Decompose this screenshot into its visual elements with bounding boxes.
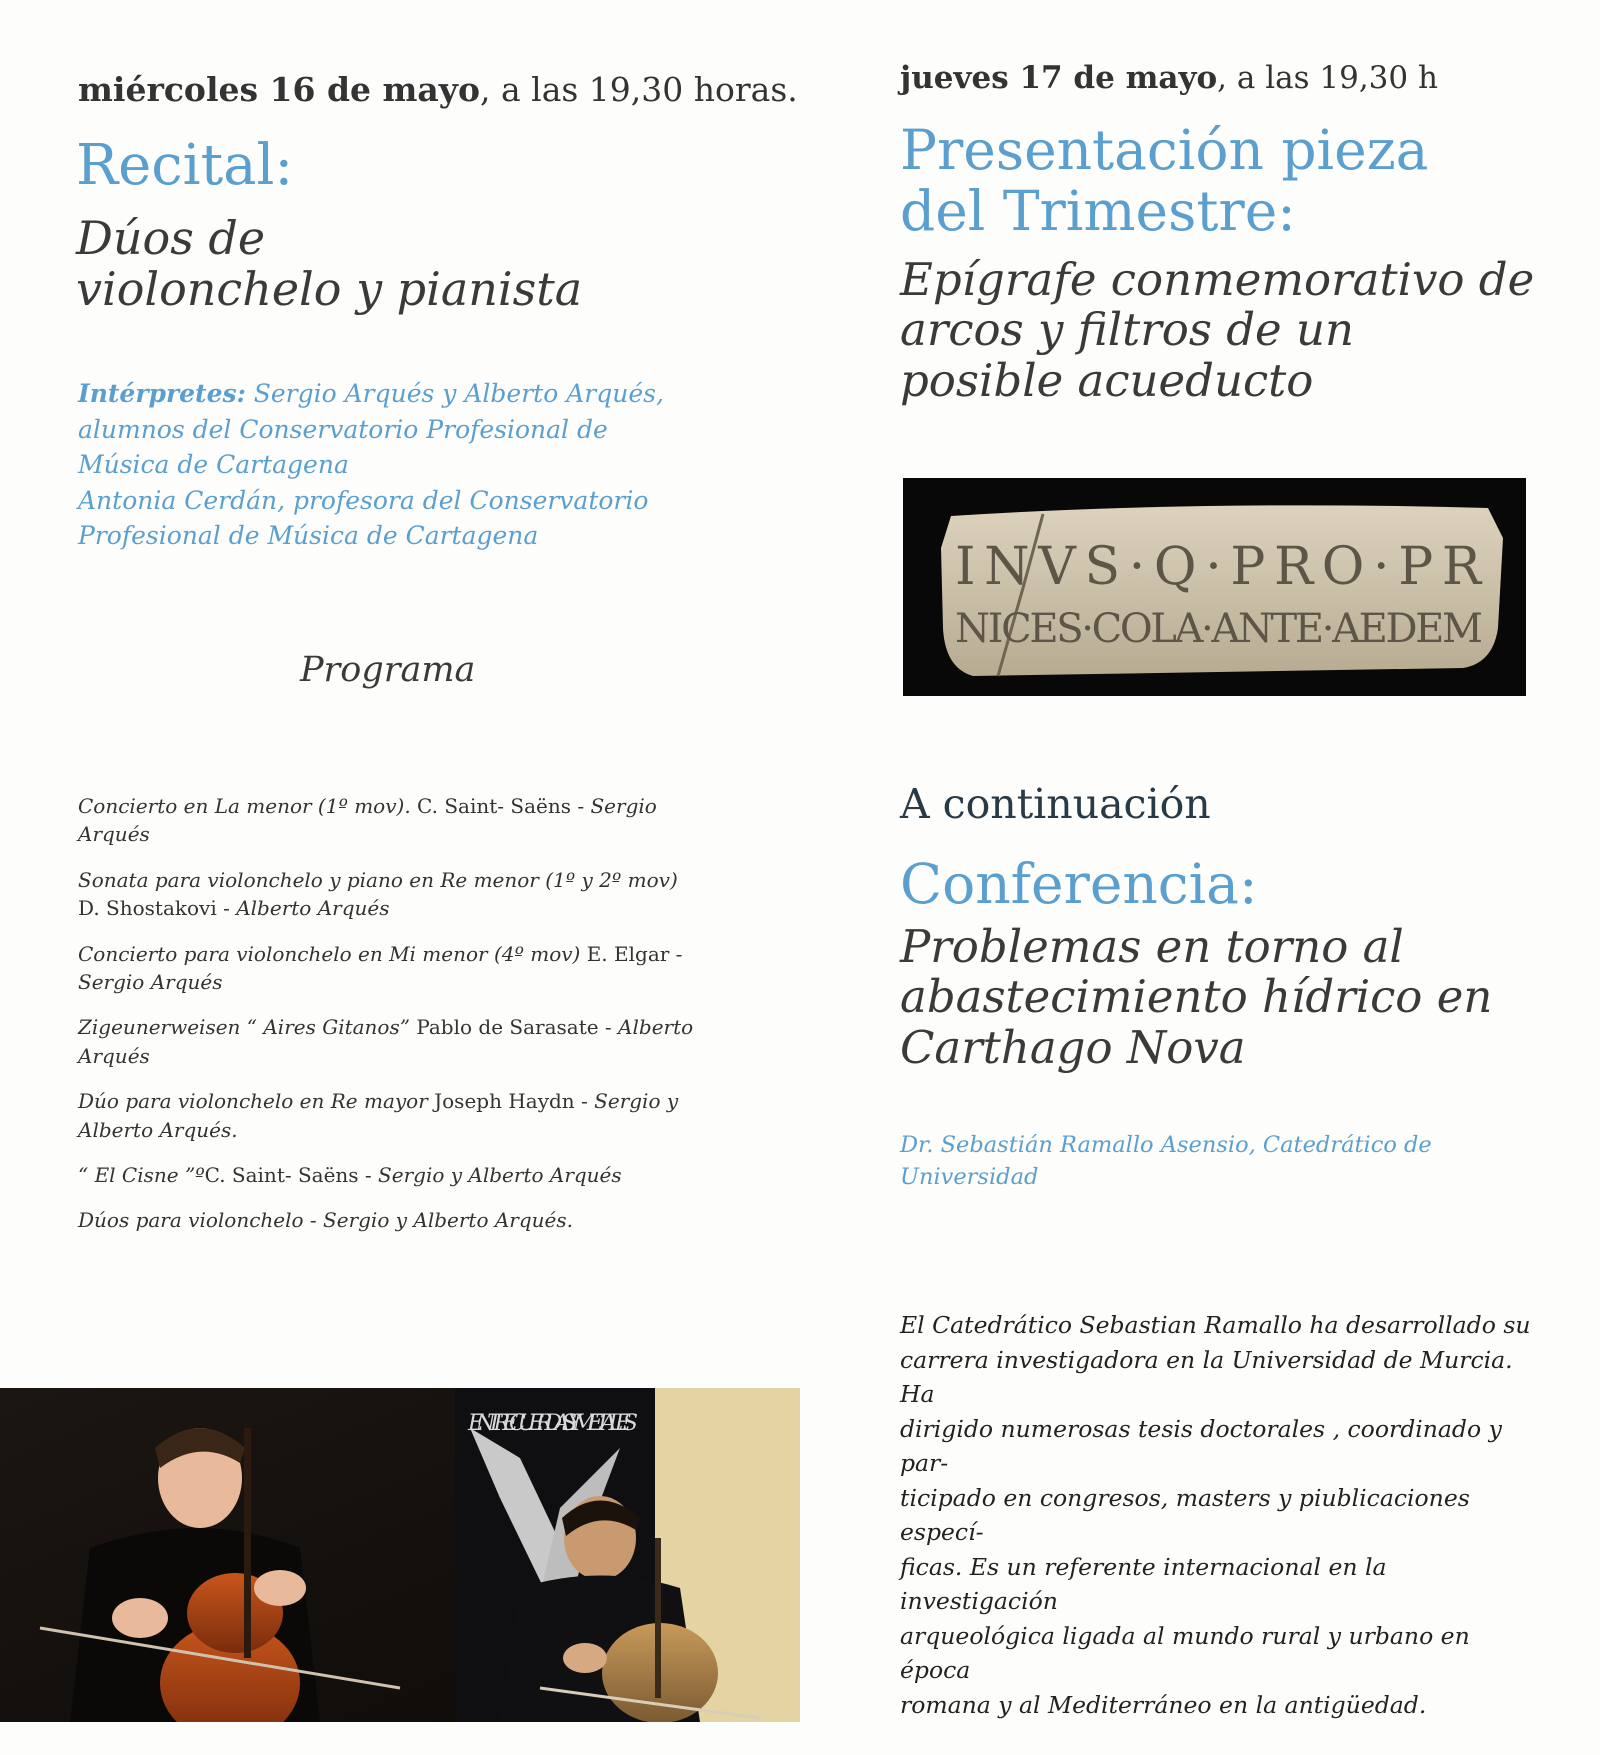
conference-title-line1: Problemas en torno al xyxy=(900,920,1404,973)
program-item xyxy=(78,940,718,997)
program-item-composer: Joseph Haydn - xyxy=(427,1089,595,1114)
program-item-performer: Sergio y Alberto Arqués xyxy=(378,1162,622,1187)
program-item-performer: Sergio y Alberto Arqués. xyxy=(78,1089,679,1142)
conference-title xyxy=(900,922,1492,1073)
program-item xyxy=(78,1013,718,1070)
program-item-work: Zigeunerweisen “ Aires Gitanos” xyxy=(78,1015,410,1040)
recital-heading: Recital: xyxy=(76,133,294,198)
program-item-work: Concierto para violonchelo en Mi menor (4º mov) xyxy=(78,941,581,966)
bio-line: romana y al Mediterráneo en la antigüedad. xyxy=(900,1690,1427,1719)
program-item-composer: Pablo de Sarasate - xyxy=(409,1015,619,1040)
bio-line: El Catedrático Sebastian Ramallo ha desarrollado su xyxy=(900,1311,1531,1339)
presentation-subtitle-line2: arcos y filtros de un xyxy=(900,303,1354,357)
program-item-work: Dúos para violonchelo - xyxy=(78,1208,324,1233)
recital-date xyxy=(78,70,798,109)
presentation-heading-line2: del Trimestre: xyxy=(900,178,1296,243)
bio-line: dirigido numerosas tesis doctorales , coordinado y par- xyxy=(900,1414,1502,1478)
bio-line: carrera investigadora en la Universidad de Murcia. Ha xyxy=(900,1345,1513,1409)
cellists-photo-art xyxy=(0,1388,800,1722)
cellists-photo xyxy=(0,1388,800,1722)
program-item-work: Concierto en La menor (1º mov). xyxy=(78,794,411,818)
inscription-line1: INVS·Q·PRO·PR xyxy=(955,537,1485,597)
inscription-line2: NICES·COLA·ANTE·AEDEM xyxy=(955,606,1485,652)
program-item xyxy=(78,1161,718,1189)
conference-title-line3: Carthago Nova xyxy=(900,1020,1246,1074)
presentation-subtitle xyxy=(900,255,1534,406)
recital-subtitle xyxy=(76,213,582,314)
program-item-performer: Alberto Arqués xyxy=(236,896,390,921)
performers-first xyxy=(78,376,700,483)
conference-heading: Conferencia: xyxy=(900,852,1258,916)
program-list xyxy=(78,792,718,1235)
presentation-heading xyxy=(900,120,1428,241)
program-item-composer: E. Elgar - xyxy=(580,941,683,966)
program-item xyxy=(78,1206,718,1234)
continuation-label: A continuación xyxy=(900,780,1211,828)
bio-line: arqueológica ligada al mundo rural y urbano en época xyxy=(900,1621,1470,1685)
program-item xyxy=(78,1087,718,1144)
presentation-subtitle-line3: posible acueducto xyxy=(900,353,1314,407)
poster-banner: ENTRE CUERDAS Y METALES xyxy=(468,1411,638,1436)
program-item-composer: C. Saint- Saëns - xyxy=(410,794,591,818)
bio-line: ficas. Es un referente internacional en la investigación xyxy=(900,1552,1387,1616)
speaker-bio xyxy=(900,1308,1540,1722)
program-item-performer: Sergio Arqués xyxy=(78,969,223,994)
inscription-stone-art xyxy=(903,478,1526,696)
presentation-date-bold: jueves 17 de mayo xyxy=(900,60,1218,96)
recital-subtitle-line1: Dúos de xyxy=(76,211,266,265)
presentation-subtitle-line1: Epígrafe conmemorativo de xyxy=(900,253,1535,306)
program-item xyxy=(78,792,718,849)
bio-line: ticipado en congresos, masters y piublicaciones especí- xyxy=(900,1483,1470,1547)
recital-date-rest: , a las 19,30 horas. xyxy=(480,70,798,109)
program-item-work: “ El Cisne ”º xyxy=(78,1162,205,1187)
performers-second: Antonia Cerdán, profesora del Conservatorio Profesional de Música de Cartagena xyxy=(78,485,649,550)
program-item xyxy=(78,866,718,923)
program-item-composer: D. Shostakovi - xyxy=(78,896,237,921)
program-title: Programa xyxy=(300,650,476,690)
speaker: Dr. Sebastián Ramallo Asensio, Catedrático de Universidad xyxy=(900,1132,1432,1190)
inscription-photo xyxy=(903,478,1526,696)
performers-text: Sergio Arqués y Alberto Arqués, alumnos del Conservatorio Profesional de Música de Cartagena xyxy=(78,379,664,479)
performers-label: Intérpretes: xyxy=(78,379,246,408)
program-item-composer: C. Saint- Saëns - xyxy=(204,1162,379,1187)
program-item-performer: Alberto Arqués xyxy=(78,1015,694,1068)
presentation-heading-line1: Presentación pieza xyxy=(900,118,1429,182)
recital-date-bold: miércoles 16 de mayo xyxy=(78,70,480,109)
presentation-date-rest: , a las 19,30 h xyxy=(1217,60,1438,96)
conference-title-line2: abastecimiento hídrico en xyxy=(900,970,1493,1024)
program-item-performer: Sergio y Alberto Arqués. xyxy=(323,1208,574,1233)
recital-subtitle-line2: violonchelo y pianista xyxy=(76,261,583,316)
presentation-date xyxy=(900,60,1438,96)
performers-block xyxy=(78,376,700,554)
program-item-work: Dúo para violonchelo en Re mayor xyxy=(78,1089,428,1114)
program-item-work: Sonata para violonchelo y piano en Re menor (1º y 2º mov) xyxy=(78,867,678,892)
program-item-performer: Sergio Arqués xyxy=(78,794,657,847)
